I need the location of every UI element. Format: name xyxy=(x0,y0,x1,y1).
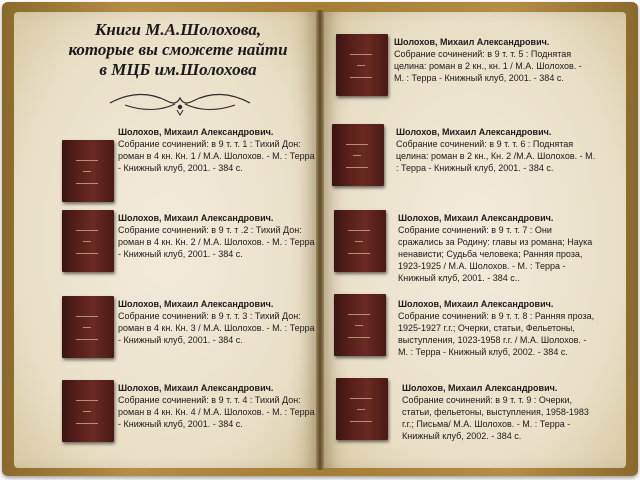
list-item xyxy=(118,382,318,430)
entry-author: Шолохов, Михаил Александрович. xyxy=(402,383,558,393)
book-cover-icon xyxy=(62,140,114,202)
entry-description: Собрание сочинений: в 9 т. т. 3 : Тихий Дон: роман в 4 кн. Кн. 3 / М.А. Шолохов. - М. : Терра - Книжный клуб, 2001. - 384 с. xyxy=(118,311,315,345)
entry-author: Шолохов, Михаил Александрович. xyxy=(118,213,274,223)
list-item xyxy=(398,212,598,284)
list-item xyxy=(118,212,318,260)
list-item xyxy=(402,382,602,442)
list-item xyxy=(396,126,596,174)
title-line: Книги М.А.Шолохова, xyxy=(94,20,262,39)
list-item xyxy=(118,126,318,174)
entry-author: Шолохов, Михаил Александрович. xyxy=(394,37,550,47)
entry-author: Шолохов, Михаил Александрович. xyxy=(396,127,552,137)
title-line: которые вы сможете найти xyxy=(68,40,288,59)
ornament-divider xyxy=(105,90,255,116)
entry-description: Собрание сочинений: в 9 т. т. 6 : Поднятая целина: роман в 2 кн., Кн. 2 /М.А. Шолохов. - М. : Терра - Книжный клуб, 2001. - 384 с. xyxy=(396,139,596,173)
entry-description: Собрание сочинений: в 9 т. т. 1 : Тихий Дон: роман в 4 кн. Кн. 1 / М.А. Шолохов. - М. : Терра - Книжный клуб, 2001. - 384 с. xyxy=(118,139,315,173)
entry-author: Шолохов, Михаил Александрович. xyxy=(118,127,274,137)
entry-description: Собрание сочинений: в 9 т. т. 4 : Тихий Дон: роман в 4 кн. Кн. 4 / М.А. Шолохов. - М. : Терра - Книжный клуб, 2001. - 384 с. xyxy=(118,395,315,429)
list-item xyxy=(394,36,594,84)
list-item xyxy=(398,298,598,358)
book-cover-icon xyxy=(62,210,114,272)
book-cover-icon xyxy=(336,34,388,96)
page-title xyxy=(58,20,298,80)
entry-description: Собрание сочинений: в 9 т. т. 8 : Ранняя проза, 1925-1927 г.г.; Очерки, статьи, Фельетоны, выступления, 1023-1958 г.г. / М.А. Шолохов. - М. : Терра - Книжный клуб, 2002. - 384 с. xyxy=(398,311,595,357)
book-cover-icon xyxy=(334,294,386,356)
entry-author: Шолохов, Михаил Александрович. xyxy=(118,383,274,393)
entry-description: Собрание сочинений: в 9 т. т. 5 : Поднятая целина: роман в 2 кн., кн. 1 / М.А. Шолохов. - М. : Терра - Книжный клуб, 2001. - 384 с. xyxy=(394,49,582,83)
list-item xyxy=(118,298,318,346)
book-cover-icon xyxy=(336,378,388,440)
entry-author: Шолохов, Михаил Александрович. xyxy=(398,299,554,309)
entry-description: Собрание сочинений: в 9 т. т. 7 : Они сражались за Родину: главы из романа; Наука ненависти; Судьба человека; Ранняя проза, 1923-1925 / М.А. Шолохов. - М. : Терра - Книжный клуб, 2001. - 384 с.. xyxy=(398,225,593,283)
book-cover-icon xyxy=(332,124,384,186)
entry-description: Собрание сочинений: в 9 т. т .2 : Тихий Дон: роман в 4 кн. Кн. 2 / М.А. Шолохов. - М. : Терра - Книжный клуб, 2001. - 384 с. xyxy=(118,225,315,259)
entry-description: Собрание сочинений: в 9 т. т. 9 : Очерки, статьи, фельетоны, выступления, 1958-1983 г.г.; Письма/ М.А. Шолохов. - М. : Терра - Книжный клуб, 2002. - 384 с. xyxy=(402,395,589,441)
book-cover-icon xyxy=(62,296,114,358)
book-cover-icon xyxy=(62,380,114,442)
entry-author: Шолохов, Михаил Александрович. xyxy=(118,299,274,309)
entry-author: Шолохов, Михаил Александрович. xyxy=(398,213,554,223)
book-cover-icon xyxy=(334,210,386,272)
title-line: в МЦБ им.Шолохова xyxy=(99,60,257,79)
